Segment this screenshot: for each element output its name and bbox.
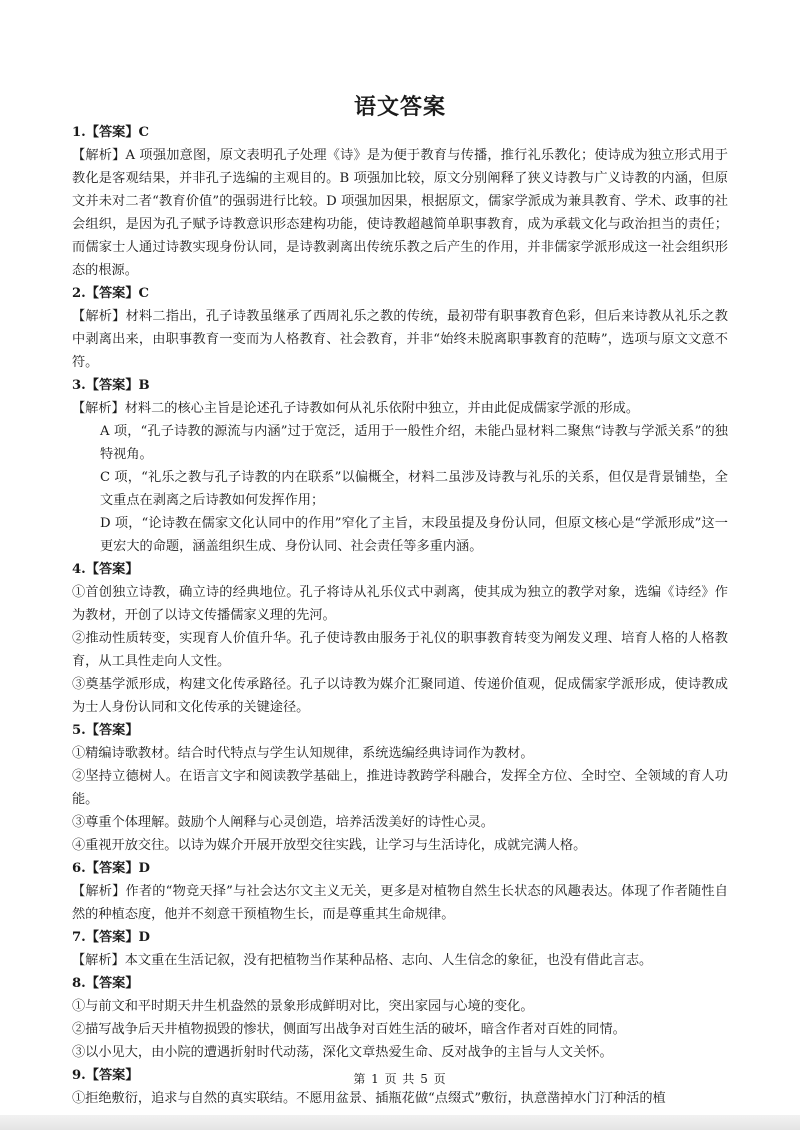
answer-paragraph: ②推动性质转变，实现育人价值升华。孔子使诗教由服务于礼仪的职事教育转变为阐发义理、培育人格的人格教育，从工具性走向人文性。 [72,631,728,669]
answer-heading: 1.【答案】C [72,125,150,140]
answer-heading: 6.【答案】D [72,861,150,876]
page-title: 语文答案 [353,94,446,120]
answer-paragraph: A 项，“孔子诗教的源流与内涵”过于宽泛，适用于一般性介绍，未能凸显材料二聚焦“诗教与学派关系”的独特视角。 [100,424,728,462]
answer-paragraph: ②坚持立德树人。在语言文字和阅读教学基础上，推进诗教跨学科融合，发挥全方位、全时空、全领域的育人功能。 [72,769,728,807]
bottom-bar [0,1115,800,1130]
answer-paragraph: ③尊重个体理解。鼓励个人阐释与心灵创造，培养活泼美好的诗性心灵。 [72,815,494,830]
answer-heading: 2.【答案】C [72,286,150,301]
answer-paragraph: ③奠基学派形成，构建文化传承路径。孔子以诗教为媒介汇聚同道、传递价值观，促成儒家学派形成，使诗教成为士人身份认同和文化传承的关键途径。 [72,677,728,715]
answer-heading: 4.【答案】 [72,562,139,577]
answer-heading: 9.【答案】 [72,1068,139,1083]
answer-paragraph: 【解析】A 项强加意图，原文表明孔子处理《诗》是为便于教育与传播，推行礼乐教化；使诗成为独立形式用于教化是客观结果，并非孔子选编的主观目的。B 项强加比较，原文分别阐释了狭义诗教与广义诗教的内涵，但原文并未对二者“教育价值”的强弱进行比较。D 项强加因果，根据原文，儒家学派成为兼具教育、学术、政事的社会组织，是因为孔子赋予诗教意识形态建构功能，使诗教超越简单职事教育，成为承载文化与政治担当的责任；而儒家士人通过诗教实现身份认同，是诗教剥离出传统乐教之后产生的作用，并非儒家学派形成这一社会组织形态的根源。 [72,148,728,278]
answer-paragraph: ①与前文和平时期天井生机盎然的景象形成鲜明对比，突出家园与心境的变化。 [72,999,534,1014]
answer-heading: 3.【答案】B [72,378,150,393]
answer-heading: 7.【答案】D [72,930,150,945]
answer-heading: 5.【答案】 [72,723,139,738]
answer-content [72,121,728,1110]
answer-paragraph: 【解析】作者的“物竞天择”与社会达尔文主义无关，更多是对植物自然生长状态的风趣表达。体现了作者随性自然的种植态度，他并不刻意干预植物生长，而是尊重其生命规律。 [72,884,728,922]
answer-paragraph: ③以小见大，由小院的遭遇折射时代动荡，深化文章热爱生命、反对战争的主旨与人文关怀。 [72,1045,613,1060]
answer-paragraph: ①精编诗歌教材。结合时代特点与学生认知规律，系统选编经典诗词作为教材。 [72,746,534,761]
answer-paragraph: C 项，“礼乐之教与孔子诗教的内在联系”以偏概全，材料二虽涉及诗教与礼乐的关系，但仅是背景铺垫，全文重点在剥离之后诗教如何发挥作用； [100,470,728,508]
answer-paragraph: D 项，“论诗教在儒家文化认同中的作用”窄化了主旨，末段虽提及身份认同，但原文核心是“学派形成”这一更宏大的命题，涵盖组织生成、身份认同、社会责任等多重内涵。 [100,516,728,554]
page-footer: 第 1 页 共 5 页 [353,1072,447,1086]
answer-paragraph: 【解析】材料二指出，孔子诗教虽继承了西周礼乐之教的传统，最初带有职事教育色彩，但后来诗教从礼乐之教中剥离出来，由职事教育一变而为人格教育、社会教育，并非“始终未脱离职事教育的范畴”，选项与原文文意不符。 [72,309,728,370]
answer-paragraph: ①首创独立诗教，确立诗的经典地位。孔子将诗从礼乐仪式中剥离，使其成为独立的教学对象，选编《诗经》作为教材，开创了以诗文传播儒家义理的先河。 [72,585,728,623]
answer-paragraph: 【解析】材料二的核心主旨是论述孔子诗教如何从礼乐依附中独立，并由此促成儒家学派的形成。 [72,401,640,416]
answer-heading: 8.【答案】 [72,976,139,991]
answer-paragraph: ②描写战争后天井植物损毁的惨状，侧面写出战争对百姓生活的破坏，暗含作者对百姓的同情。 [72,1022,626,1037]
answer-paragraph: ①拒绝敷衍，追求与自然的真实联结。不愿用盆景、插瓶花做“点缀式”敷衍，执意凿掉水门汀种活的植 [72,1091,666,1106]
answer-paragraph: 【解析】本文重在生活记叙，没有把植物当作某种品格、志向、人生信念的象征，也没有借此言志。 [72,953,653,968]
answer-paragraph: ④重视开放交往。以诗为媒介开展开放型交往实践，让学习与生活诗化，成就完满人格。 [72,838,587,853]
